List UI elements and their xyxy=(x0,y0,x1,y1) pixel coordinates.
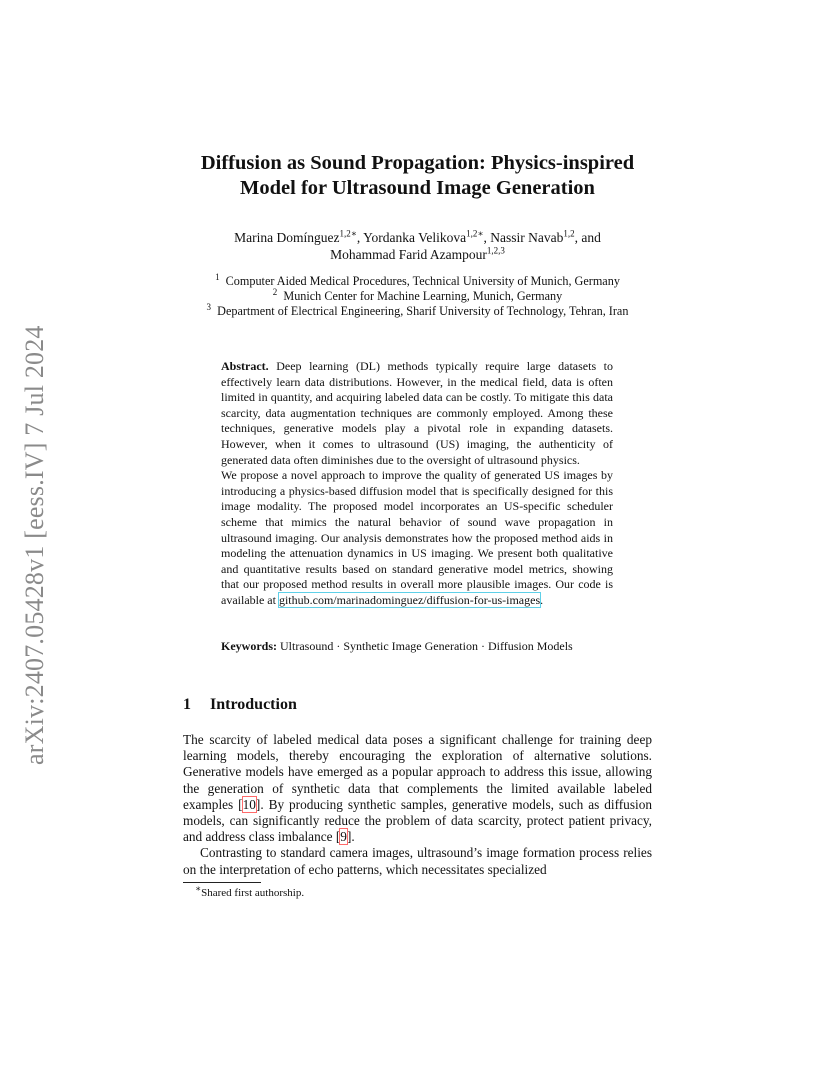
title-line-2: Model for Ultrasound Image Generation xyxy=(240,177,595,199)
affiliation-text: Department of Electrical Engineering, Sharif University of Technology, Tehran, Iran xyxy=(217,304,629,318)
author-list xyxy=(150,229,685,263)
affiliation-text: Munich Center for Machine Learning, Munich, Germany xyxy=(283,289,563,303)
author-affiliation-mark: 1,2∗ xyxy=(466,228,484,239)
author-name: Nassir Navab xyxy=(490,230,564,245)
author-affiliation-mark: 1,2∗ xyxy=(339,228,357,239)
affiliation-number: 3 xyxy=(206,301,212,312)
citation-link[interactable]: 9 xyxy=(340,829,347,845)
abstract-label: Abstract. xyxy=(221,359,269,373)
introduction-body xyxy=(183,732,652,878)
affiliation-number: 2 xyxy=(272,286,278,297)
abstract-paragraph xyxy=(221,359,613,468)
author-separator: , xyxy=(356,230,364,245)
abstract-text: We propose a novel approach to improve the quality of generated US images by introducing a physics-based diffusion model that is specifically designed for this image modality. The proposed model incorporates an US-specific scheduler scheme that mimics the natural behavior of sound wave propagation in ultrasound imaging. Our analysis demonstrates how the proposed method aids in modeling the attenuation dynamics in US imaging. We present both qualitative and quantitative results based on standard generative model metrics, showing that our proposed method results in overall more plausible images. Our code is available at xyxy=(221,468,613,607)
body-text-run: Contrasting to standard camera images, ultrasound’s image formation process relies on the interpretation of echo patterns, which necessitates specialized xyxy=(183,845,652,877)
body-text-run: ]. xyxy=(346,829,355,845)
section-title: Introduction xyxy=(210,696,297,713)
abstract-period: . xyxy=(540,592,544,607)
section-heading xyxy=(183,696,297,714)
author-separator: , xyxy=(483,230,491,245)
footnote xyxy=(195,883,305,900)
section-number: 1 xyxy=(183,696,191,713)
affiliation-text: Computer Aided Medical Procedures, Technical University of Munich, Germany xyxy=(225,274,620,288)
code-repository-link[interactable]: github.com/marinadominguez/diffusion-for-us-images xyxy=(278,592,541,607)
affiliations xyxy=(120,271,715,319)
body-paragraph xyxy=(183,732,652,845)
footnote-text: Shared first authorship. xyxy=(201,887,305,899)
author-name: Yordanka Velikova xyxy=(363,230,467,245)
author-name: Marina Domínguez xyxy=(234,230,340,245)
author-affiliation-mark: 1,2,3 xyxy=(486,245,505,256)
abstract-text: Deep learning (DL) methods typically require large datasets to effectively learn data distributions. However, in the medical field, data is often limited in quantity, and acquiring labeled data can be costly. To mitigate this data scarcity, data augmentation techniques are commonly employed. Among these techniques, generative models play a pivotal role in expanding datasets. However, when it comes to ultrasound (US) imaging, the authenticity of generated data often diminishes due to the oversight of ultrasound physics. xyxy=(221,359,614,467)
abstract xyxy=(221,359,613,609)
citation-link[interactable]: 10 xyxy=(242,796,256,812)
body-text-run: ]. By producing synthetic samples, generative models, such as diffusion models, can significantly reduce the problem of data scarcity, protect patient privacy, and address class imbalance [ xyxy=(183,796,653,845)
title-line-1: Diffusion as Sound Propagation: Physics-inspired xyxy=(200,152,635,174)
affiliation-line xyxy=(120,271,715,289)
body-text-run: The scarcity of labeled medical data poses a significant challenge for training deep learning models, thereby encouraging the exploration of alternative solutions. Generative models have emerged as a popular approach to address this issue, allowing the generation of synthetic data that complements the limited available labeled examples [ xyxy=(183,732,652,812)
keywords-label: Keywords: xyxy=(221,639,277,653)
affiliation-number: 1 xyxy=(215,271,220,282)
paper-title xyxy=(150,151,685,201)
author-name: Mohammad Farid Azampour xyxy=(330,247,487,262)
keywords xyxy=(221,639,613,655)
abstract-paragraph xyxy=(221,468,613,608)
affiliation-line xyxy=(120,301,715,319)
body-paragraph xyxy=(183,845,652,877)
author-separator: , and xyxy=(574,230,601,245)
author-affiliation-mark: 1,2 xyxy=(563,228,575,239)
footnote-mark: ∗ xyxy=(195,883,202,894)
keywords-text: Ultrasound · Synthetic Image Generation · Diffusion Models xyxy=(280,639,573,653)
arxiv-identifier-stamp: arXiv:2407.05428v1 [eess.IV] 7 Jul 2024 xyxy=(20,325,49,765)
